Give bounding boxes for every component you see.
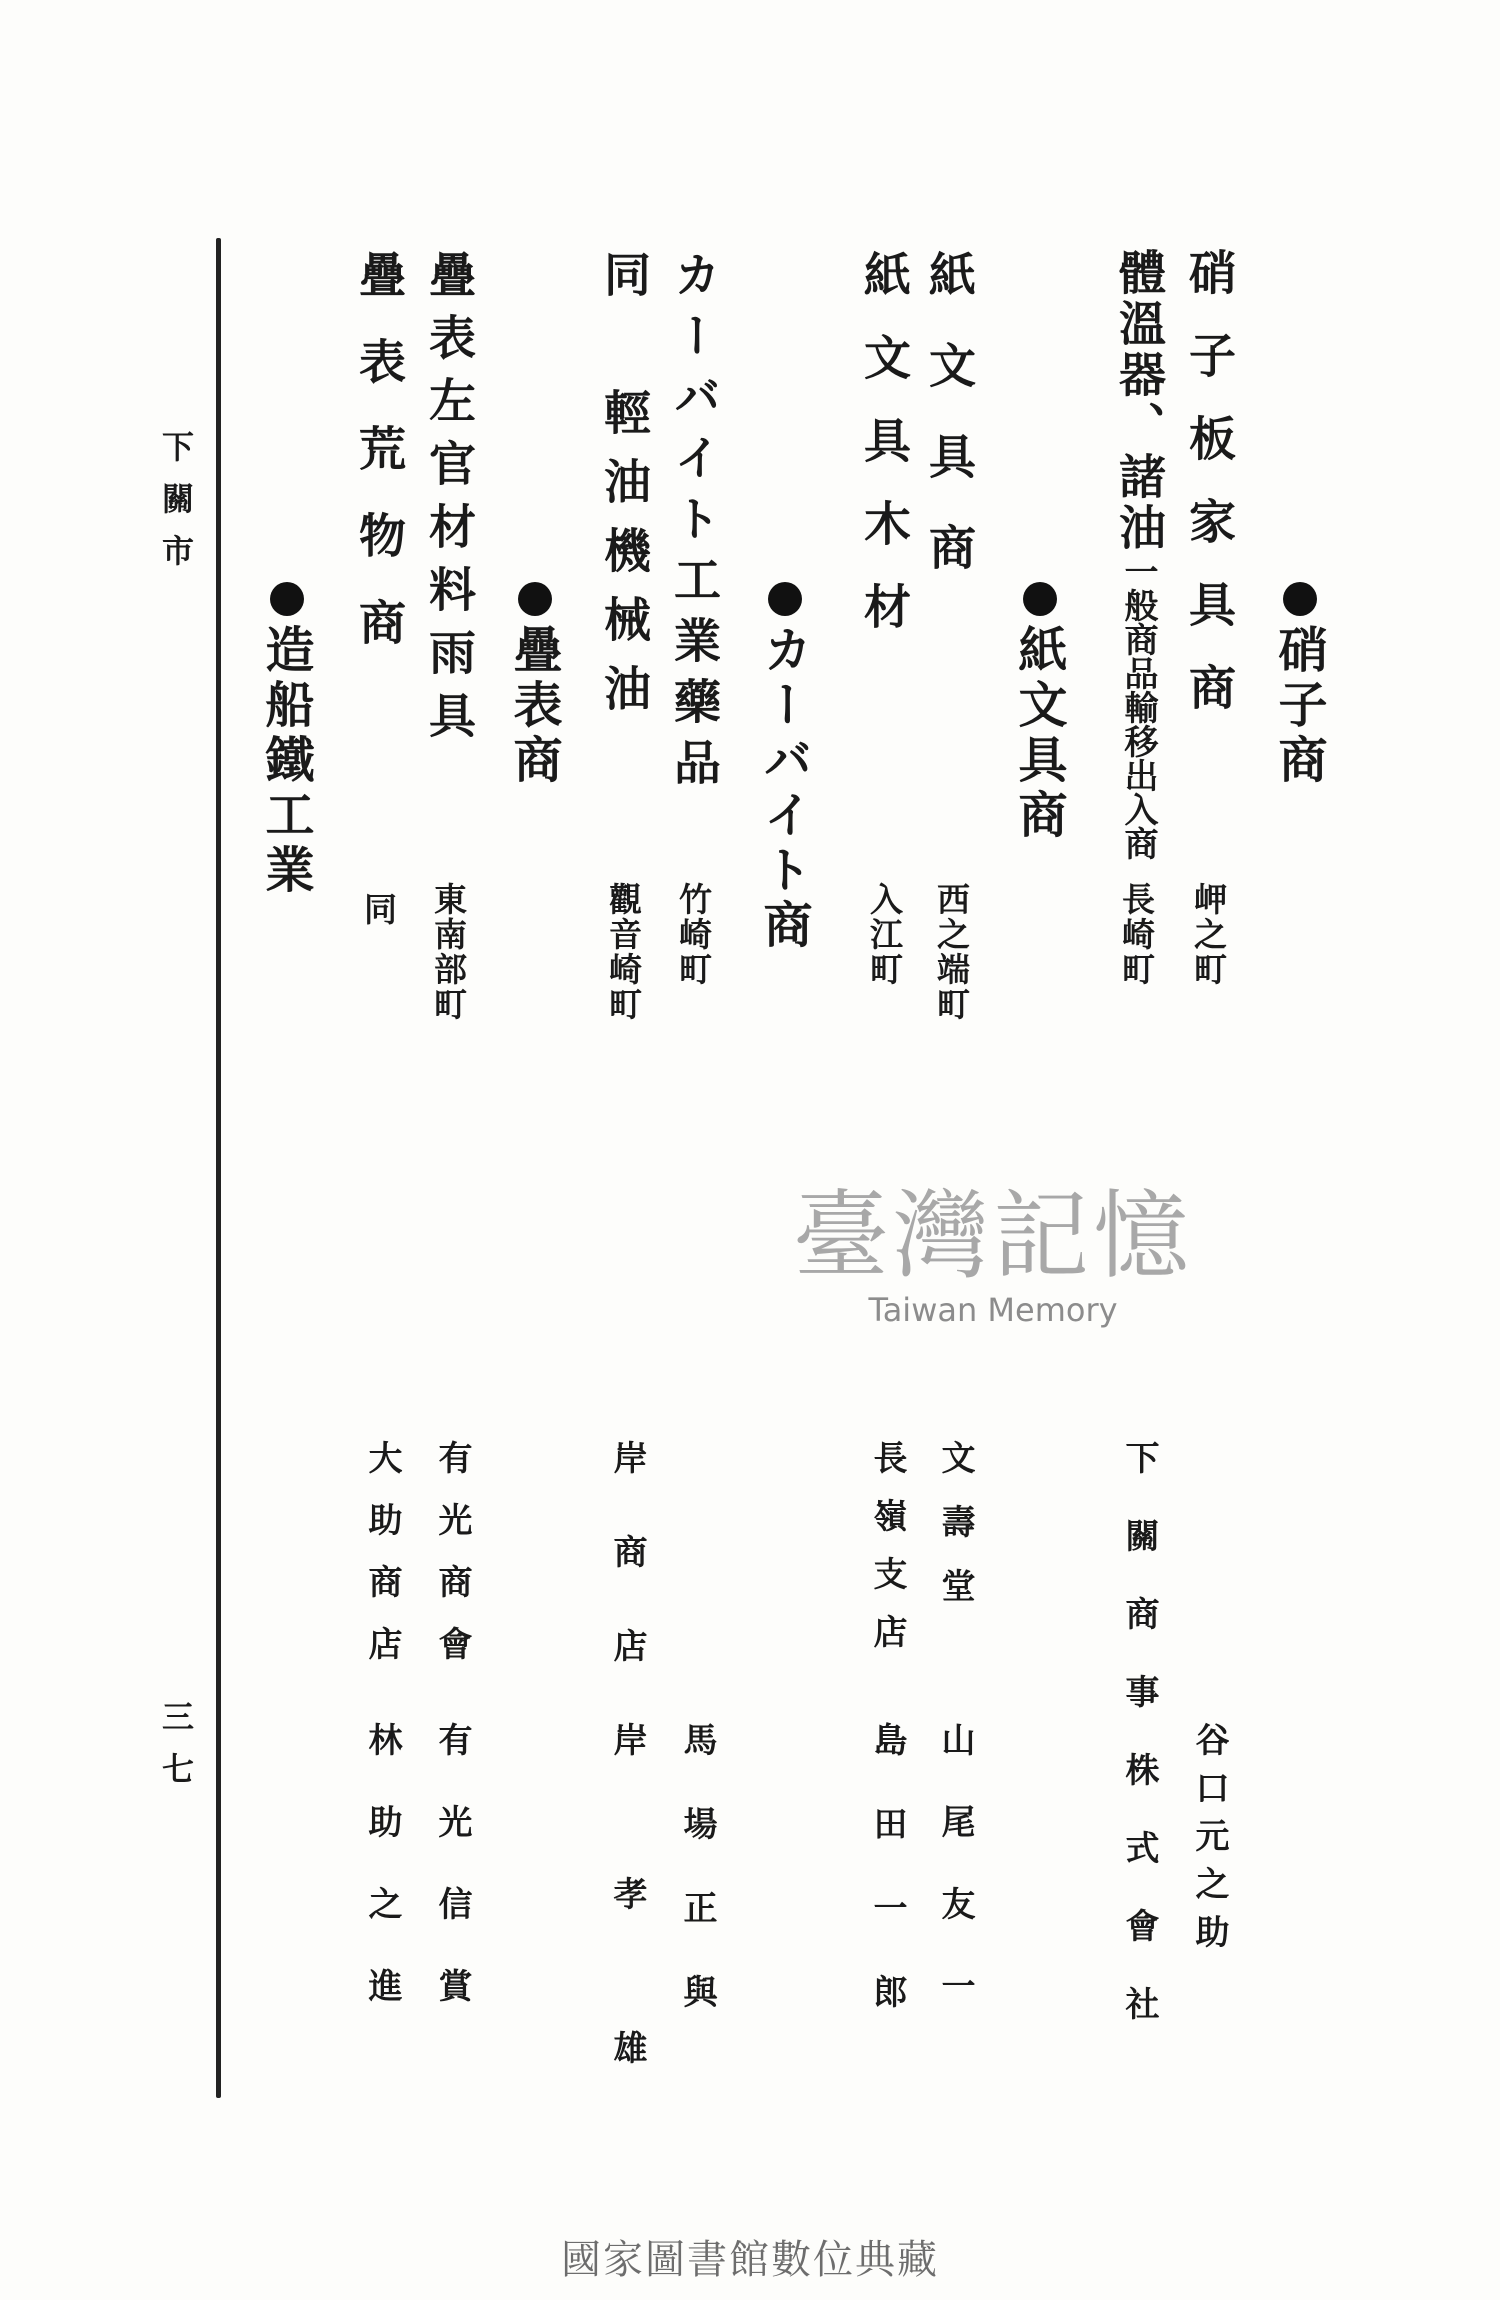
entry-item: 硝子板家具商 bbox=[1181, 248, 1236, 746]
entry-person: 島田一郎 bbox=[867, 1722, 907, 2058]
footer-credit: 國家圖書館數位典藏 bbox=[561, 2237, 939, 2283]
bullet-icon bbox=[768, 582, 802, 616]
entry-item: カーバイト工業藥品 bbox=[666, 250, 721, 799]
entry-person: 山尾友一 bbox=[935, 1722, 975, 2050]
entry-address: 長崎町 bbox=[1117, 882, 1156, 987]
entry-person: 林助之進 bbox=[362, 1722, 402, 2050]
page-number: 三七 bbox=[157, 1700, 195, 1804]
section-heading: 造船鐵工業 bbox=[262, 582, 311, 899]
running-head: 下關市 bbox=[157, 430, 195, 586]
entry-address: 竹崎町 bbox=[674, 882, 713, 987]
entry-address: 觀音崎町 bbox=[604, 882, 643, 1022]
entry-item: 疊表左官材料雨具 bbox=[421, 250, 476, 754]
bullet-icon bbox=[518, 582, 552, 616]
entry-address: 岬之町 bbox=[1189, 882, 1228, 987]
bullet-icon bbox=[270, 582, 304, 616]
watermark-subtitle: Taiwan Memory bbox=[868, 1291, 1118, 1329]
entry-item: 同 輕油機械油 bbox=[596, 250, 651, 733]
entry-person: 有光信賞 bbox=[432, 1722, 472, 2050]
entry-firm: 長嶺支店 bbox=[867, 1440, 907, 1672]
watermark bbox=[748, 1160, 1238, 1329]
section-heading: カーバイト商 bbox=[760, 582, 809, 954]
entry-person: 岸孝雄 bbox=[607, 1722, 647, 2184]
entry-person: 谷口元之助 bbox=[1189, 1722, 1229, 1962]
entry-item: 紙文具木材 bbox=[856, 250, 911, 665]
entry-firm: 岸商店 bbox=[607, 1440, 647, 1722]
section-heading: 硝子商 bbox=[1275, 582, 1324, 789]
entry-address: 西之端町 bbox=[932, 882, 971, 1022]
watermark-title: 臺灣記憶 bbox=[793, 1180, 1193, 1292]
entry-address: 同 bbox=[359, 892, 398, 927]
entry-firm: 文壽堂 bbox=[935, 1440, 975, 1632]
entry-item: 體溫器、諸油一般商品輸移出入商 bbox=[1111, 248, 1166, 860]
bullet-icon bbox=[1023, 582, 1057, 616]
entry-address: 入江町 bbox=[865, 882, 904, 987]
entry-firm: 下關商事株式會社 bbox=[1119, 1440, 1159, 2064]
bullet-icon bbox=[1283, 582, 1317, 616]
section-heading: 疊表商 bbox=[510, 582, 559, 789]
entry-address: 東南部町 bbox=[429, 882, 468, 1022]
margin-rule bbox=[216, 238, 221, 2098]
entry-item: 疊表荒物商 bbox=[351, 250, 406, 685]
entry-firm: 大助商店 bbox=[362, 1440, 402, 1688]
entry-item: 紙文具商 bbox=[921, 250, 976, 614]
entry-person: 馬場正與 bbox=[677, 1722, 717, 2058]
section-heading: 紙文具商 bbox=[1015, 582, 1064, 844]
entry-firm: 有光商會 bbox=[432, 1440, 472, 1688]
